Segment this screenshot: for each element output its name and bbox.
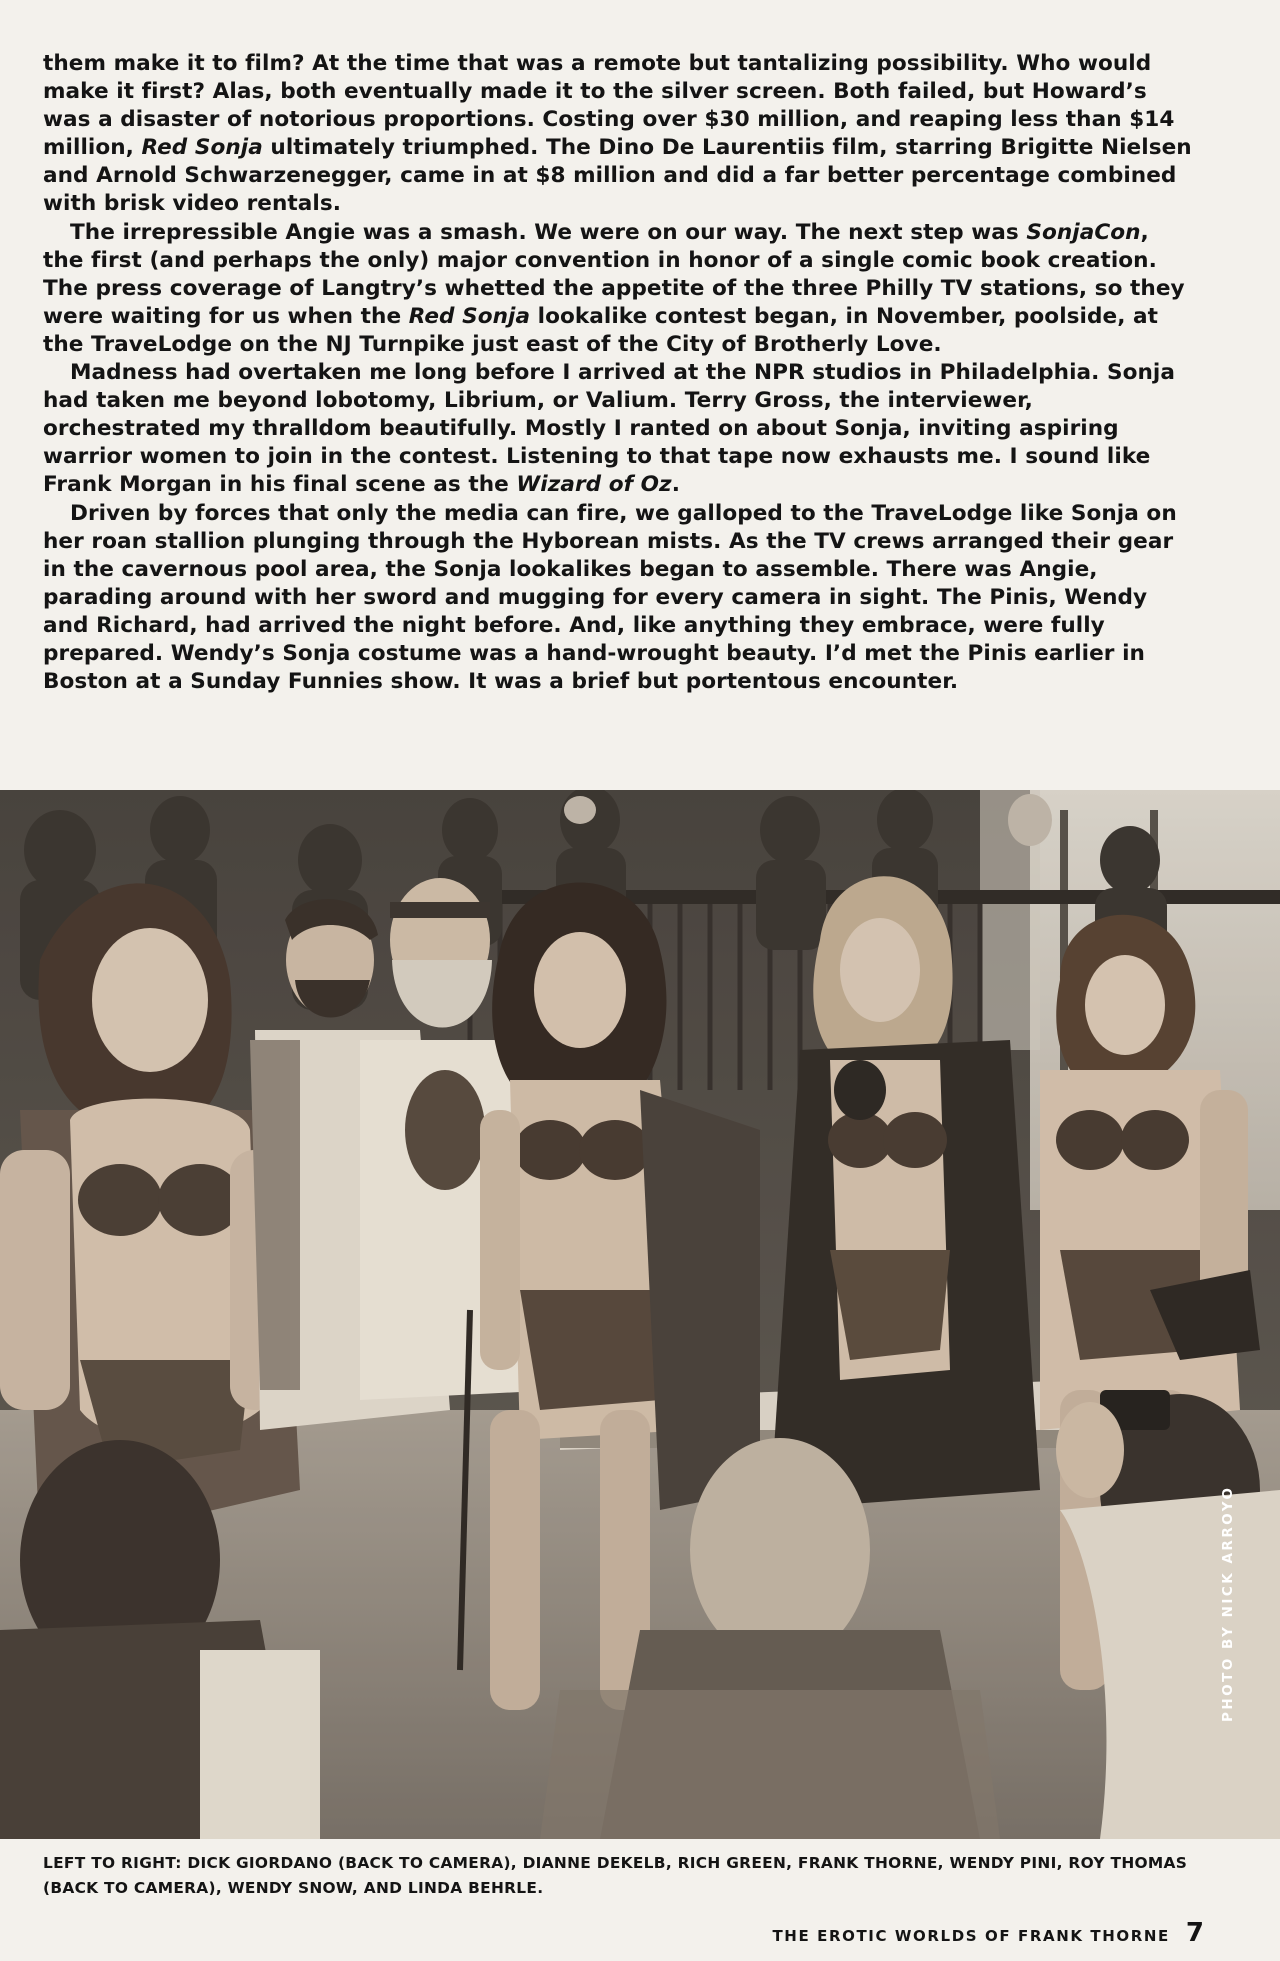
photo-credit: PHOTO BY NICK ARROYO bbox=[1220, 1485, 1236, 1722]
article-body bbox=[43, 50, 1193, 696]
paragraph-2: The irrepressible Angie was a smash. We were on our way. The next step was SonjaCon, the first (and perhaps the only) major convention in honor of a single comic book creation. The press coverage of Langtry’s whetted the appetite of the three Philly TV stations, so they were waiting for us when the Red Sonja lookalike contest began, in November, poolside, at the TraveLodge on the NJ Turnpike just east of the City of Brotherly Love. bbox=[43, 219, 1185, 357]
running-title: THE EROTIC WORLDS OF FRANK THORNE bbox=[772, 1927, 1170, 1945]
paragraph-4: Driven by forces that only the media can fire, we galloped to the TraveLodge like Sonja on her roan stallion plunging through the Hyborean mists. As the TV crews arranged their gear in the cavernous pool area, the Sonja lookalikes began to assemble. There was Angie, parading around with her sword and mugging for every camera in sight. The Pinis, Wendy and Richard, had arrived the night before. And, like anything they embrace, were fully prepared. Wendy’s Sonja costume was a hand-wrought beauty. I’d met the Pinis earlier in Boston at a Sunday Funnies show. It was a brief but portentous encounter. bbox=[43, 500, 1177, 695]
photo-caption: LEFT TO RIGHT: DICK GIORDANO (BACK TO CAMERA), DIANNE DEKELB, RICH GREEN, FRANK THORNE, WENDY PINI, ROY THOMAS (BACK TO CAMERA), WENDY SNOW, AND LINDA BEHRLE. bbox=[43, 1854, 1188, 1897]
page-number: 7 bbox=[1185, 1918, 1204, 1948]
photo-illustration bbox=[0, 790, 1280, 1839]
paragraph-1: them make it to film? At the time that was a remote but tantalizing possibility. Who would make it first? Alas, both eventually made it to the silver screen. Both failed, but Howard’s was a disaster of notorious proportions. Costing over $30 million, and reaping less than $14 million, Red Sonja ultimately triumphed. The Dino De Laurentiis film, starring Brigitte Nielsen and Arnold Schwarzenegger, came in at $8 million and did a far better percentage combined with brisk video rentals. bbox=[43, 51, 1192, 217]
page-footer bbox=[772, 1918, 1204, 1948]
event-photo bbox=[0, 790, 1280, 1839]
paragraph-3: Madness had overtaken me long before I arrived at the NPR studios in Philadelphia. Sonja had taken me beyond lobotomy, Librium, or Valium. Terry Gross, the interviewer, orchestrated my thralldom beautifully. Mostly I ranted on about Sonja, inviting aspiring warrior women to join in the contest. Listening to that tape now exhausts me. I sound like Frank Morgan in his final scene as the Wizard of Oz. bbox=[43, 360, 1175, 498]
